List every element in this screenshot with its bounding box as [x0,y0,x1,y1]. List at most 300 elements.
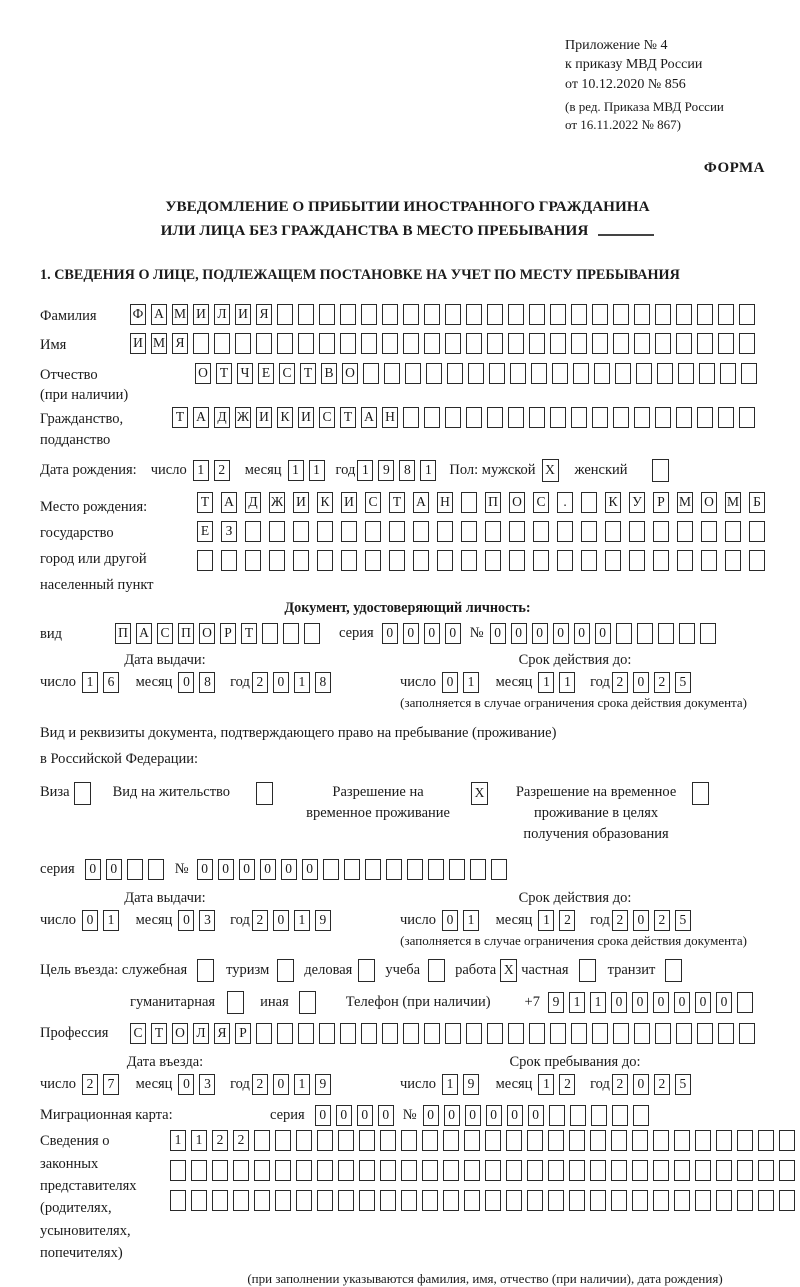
char-cell[interactable] [701,521,717,542]
char-cell[interactable] [657,363,673,384]
char-cell[interactable] [605,550,621,571]
char-cell[interactable] [590,1130,606,1151]
char-cell[interactable]: 2 [214,460,230,481]
char-cell[interactable]: А [221,492,237,513]
char-cell[interactable] [637,623,653,644]
char-cell[interactable] [443,1160,459,1181]
char-cell[interactable] [633,1105,649,1126]
char-cell[interactable]: У [629,492,645,513]
char-cell[interactable]: 2 [82,1074,98,1095]
char-cell[interactable]: 1 [294,1074,310,1095]
char-cell[interactable] [695,1190,711,1211]
char-cell[interactable] [296,1130,312,1151]
char-cell[interactable] [548,1160,564,1181]
char-cell[interactable] [592,304,608,325]
char-cell[interactable] [634,407,650,428]
char-cell[interactable] [401,1190,417,1211]
char-cell[interactable]: Ф [130,304,146,325]
char-cell[interactable] [758,1130,774,1151]
sex-male-checkbox[interactable]: X [542,459,559,482]
char-cell[interactable] [508,333,524,354]
char-cell[interactable] [254,1160,270,1181]
char-cell[interactable]: М [172,304,188,325]
char-cell[interactable] [573,363,589,384]
char-cell[interactable] [359,1190,375,1211]
char-cell[interactable] [340,333,356,354]
char-cell[interactable] [485,550,501,571]
char-cell[interactable] [298,304,314,325]
char-cell[interactable] [718,304,734,325]
char-cell[interactable] [569,1130,585,1151]
char-cell[interactable] [591,1105,607,1126]
char-cell[interactable] [293,550,309,571]
char-cell[interactable] [445,333,461,354]
char-cell[interactable] [170,1160,186,1181]
char-cell[interactable]: О [195,363,211,384]
char-cell[interactable] [779,1160,795,1181]
char-cell[interactable] [148,859,164,880]
char-cell[interactable] [424,1023,440,1044]
char-cell[interactable] [424,333,440,354]
char-cell[interactable] [296,1190,312,1211]
char-cell[interactable]: 0 [178,1074,194,1095]
char-cell[interactable] [317,1190,333,1211]
char-cell[interactable]: 0 [653,992,669,1013]
char-cell[interactable] [277,333,293,354]
char-cell[interactable] [629,521,645,542]
char-cell[interactable] [413,550,429,571]
char-cell[interactable]: 1 [559,672,575,693]
char-cell[interactable]: 0 [302,859,318,880]
char-cell[interactable] [700,623,716,644]
char-cell[interactable] [611,1190,627,1211]
char-cell[interactable]: К [317,492,333,513]
char-cell[interactable] [653,521,669,542]
char-cell[interactable]: 1 [294,910,310,931]
char-cell[interactable]: Е [258,363,274,384]
char-cell[interactable] [405,363,421,384]
char-cell[interactable]: 0 [716,992,732,1013]
char-cell[interactable]: 0 [357,1105,373,1126]
char-cell[interactable]: 2 [612,1074,628,1095]
char-cell[interactable]: 0 [445,623,461,644]
char-cell[interactable] [361,1023,377,1044]
char-cell[interactable]: 2 [252,910,268,931]
char-cell[interactable] [527,1130,543,1151]
char-cell[interactable] [382,1023,398,1044]
char-cell[interactable]: 0 [611,992,627,1013]
char-cell[interactable]: 0 [239,859,255,880]
char-cell[interactable] [506,1160,522,1181]
char-cell[interactable]: О [172,1023,188,1044]
char-cell[interactable]: А [413,492,429,513]
char-cell[interactable] [674,1130,690,1151]
char-cell[interactable] [277,304,293,325]
char-cell[interactable] [550,304,566,325]
char-cell[interactable]: 8 [399,460,415,481]
char-cell[interactable]: 0 [695,992,711,1013]
char-cell[interactable] [581,521,597,542]
purpose-work-checkbox[interactable]: X [500,959,517,982]
char-cell[interactable]: Т [216,363,232,384]
char-cell[interactable]: 0 [378,1105,394,1126]
char-cell[interactable]: А [361,407,377,428]
char-cell[interactable]: 0 [273,1074,289,1095]
char-cell[interactable] [676,407,692,428]
char-cell[interactable] [403,1023,419,1044]
char-cell[interactable] [581,550,597,571]
char-cell[interactable]: 2 [252,1074,268,1095]
char-cell[interactable]: 0 [465,1105,481,1126]
char-cell[interactable]: Я [214,1023,230,1044]
char-cell[interactable] [341,521,357,542]
char-cell[interactable] [422,1190,438,1211]
char-cell[interactable] [422,1160,438,1181]
char-cell[interactable] [632,1160,648,1181]
char-cell[interactable] [592,407,608,428]
char-cell[interactable]: 1 [103,910,119,931]
char-cell[interactable] [634,304,650,325]
char-cell[interactable] [235,333,251,354]
char-cell[interactable] [191,1190,207,1211]
char-cell[interactable] [361,304,377,325]
char-cell[interactable] [658,623,674,644]
char-cell[interactable]: 8 [315,672,331,693]
char-cell[interactable]: 5 [675,910,691,931]
char-cell[interactable] [629,550,645,571]
char-cell[interactable]: Р [653,492,669,513]
char-cell[interactable] [571,407,587,428]
residence-permit-checkbox[interactable] [256,782,273,805]
char-cell[interactable] [464,1160,480,1181]
char-cell[interactable] [605,521,621,542]
char-cell[interactable]: 0 [106,859,122,880]
char-cell[interactable]: 1 [420,460,436,481]
char-cell[interactable]: 1 [590,992,606,1013]
char-cell[interactable] [613,333,629,354]
char-cell[interactable] [380,1160,396,1181]
char-cell[interactable] [283,623,299,644]
char-cell[interactable] [533,550,549,571]
char-cell[interactable] [677,550,693,571]
char-cell[interactable] [749,521,765,542]
char-cell[interactable]: М [151,333,167,354]
char-cell[interactable]: И [298,407,314,428]
char-cell[interactable] [612,1105,628,1126]
char-cell[interactable]: Т [241,623,257,644]
char-cell[interactable]: И [235,304,251,325]
char-cell[interactable]: Ч [237,363,253,384]
char-cell[interactable] [487,304,503,325]
purpose-tourism-checkbox[interactable] [277,959,294,982]
char-cell[interactable] [550,333,566,354]
char-cell[interactable] [262,623,278,644]
char-cell[interactable] [437,521,453,542]
char-cell[interactable] [422,1130,438,1151]
char-cell[interactable]: Т [389,492,405,513]
char-cell[interactable]: 0 [82,910,98,931]
char-cell[interactable]: 0 [486,1105,502,1126]
char-cell[interactable]: И [256,407,272,428]
char-cell[interactable] [549,1105,565,1126]
char-cell[interactable] [508,407,524,428]
char-cell[interactable]: 1 [442,1074,458,1095]
char-cell[interactable] [655,1023,671,1044]
char-cell[interactable]: 1 [538,672,554,693]
char-cell[interactable]: Я [256,304,272,325]
char-cell[interactable] [677,521,693,542]
char-cell[interactable] [485,1190,501,1211]
char-cell[interactable] [487,333,503,354]
char-cell[interactable] [613,1023,629,1044]
char-cell[interactable] [319,304,335,325]
char-cell[interactable] [489,363,505,384]
char-cell[interactable] [445,1023,461,1044]
char-cell[interactable] [527,1190,543,1211]
char-cell[interactable] [531,363,547,384]
char-cell[interactable] [741,363,757,384]
char-cell[interactable]: 1 [569,992,585,1013]
char-cell[interactable]: З [221,521,237,542]
char-cell[interactable] [401,1160,417,1181]
char-cell[interactable] [678,363,694,384]
char-cell[interactable] [296,1160,312,1181]
char-cell[interactable] [340,304,356,325]
char-cell[interactable] [758,1190,774,1211]
char-cell[interactable]: К [277,407,293,428]
char-cell[interactable]: А [193,407,209,428]
char-cell[interactable] [679,623,695,644]
char-cell[interactable] [269,550,285,571]
char-cell[interactable] [527,1160,543,1181]
char-cell[interactable] [509,550,525,571]
char-cell[interactable]: К [605,492,621,513]
char-cell[interactable]: 7 [103,1074,119,1095]
char-cell[interactable] [590,1190,606,1211]
char-cell[interactable] [298,1023,314,1044]
char-cell[interactable] [365,859,381,880]
char-cell[interactable] [127,859,143,880]
char-cell[interactable] [193,333,209,354]
char-cell[interactable] [317,1130,333,1151]
char-cell[interactable]: 2 [233,1130,249,1151]
char-cell[interactable]: П [178,623,194,644]
char-cell[interactable]: 0 [273,672,289,693]
char-cell[interactable]: Д [245,492,261,513]
char-cell[interactable]: 2 [559,910,575,931]
char-cell[interactable]: 2 [612,672,628,693]
char-cell[interactable] [212,1190,228,1211]
char-cell[interactable]: 9 [315,910,331,931]
char-cell[interactable] [655,407,671,428]
char-cell[interactable] [697,1023,713,1044]
char-cell[interactable]: П [485,492,501,513]
char-cell[interactable] [214,333,230,354]
char-cell[interactable] [509,521,525,542]
char-cell[interactable]: Т [172,407,188,428]
char-cell[interactable] [634,1023,650,1044]
char-cell[interactable]: Н [382,407,398,428]
char-cell[interactable]: 1 [538,1074,554,1095]
char-cell[interactable] [739,333,755,354]
char-cell[interactable] [445,304,461,325]
char-cell[interactable] [655,333,671,354]
char-cell[interactable]: 0 [595,623,611,644]
visa-checkbox[interactable] [74,782,91,805]
char-cell[interactable]: И [341,492,357,513]
char-cell[interactable] [487,1023,503,1044]
char-cell[interactable] [340,1023,356,1044]
char-cell[interactable]: 5 [675,1074,691,1095]
char-cell[interactable] [319,1023,335,1044]
char-cell[interactable] [695,1130,711,1151]
sex-female-checkbox[interactable] [652,459,669,482]
char-cell[interactable] [443,1190,459,1211]
char-cell[interactable] [725,521,741,542]
char-cell[interactable] [758,1160,774,1181]
char-cell[interactable] [447,363,463,384]
char-cell[interactable] [739,304,755,325]
char-cell[interactable] [197,550,213,571]
char-cell[interactable] [749,550,765,571]
char-cell[interactable]: 1 [538,910,554,931]
char-cell[interactable] [779,1190,795,1211]
char-cell[interactable]: 1 [170,1130,186,1151]
char-cell[interactable] [571,1023,587,1044]
char-cell[interactable]: Д [214,407,230,428]
char-cell[interactable] [533,521,549,542]
char-cell[interactable] [737,1130,753,1151]
char-cell[interactable]: О [342,363,358,384]
char-cell[interactable]: 0 [424,623,440,644]
char-cell[interactable] [653,1190,669,1211]
char-cell[interactable] [277,1023,293,1044]
char-cell[interactable]: С [157,623,173,644]
char-cell[interactable] [403,304,419,325]
char-cell[interactable] [466,333,482,354]
char-cell[interactable] [389,550,405,571]
char-cell[interactable]: Л [214,304,230,325]
char-cell[interactable] [571,333,587,354]
char-cell[interactable] [317,550,333,571]
char-cell[interactable] [720,363,736,384]
char-cell[interactable] [653,550,669,571]
char-cell[interactable]: 0 [633,910,649,931]
char-cell[interactable]: 2 [654,1074,670,1095]
char-cell[interactable]: 1 [309,460,325,481]
char-cell[interactable] [485,1160,501,1181]
char-cell[interactable] [697,333,713,354]
char-cell[interactable]: Ж [235,407,251,428]
char-cell[interactable]: 0 [633,1074,649,1095]
char-cell[interactable]: 0 [85,859,101,880]
char-cell[interactable]: 0 [403,623,419,644]
char-cell[interactable]: 0 [444,1105,460,1126]
char-cell[interactable]: 2 [612,910,628,931]
char-cell[interactable] [674,1160,690,1181]
char-cell[interactable] [570,1105,586,1126]
char-cell[interactable] [424,304,440,325]
char-cell[interactable]: 8 [199,672,215,693]
char-cell[interactable] [697,407,713,428]
char-cell[interactable] [653,1130,669,1151]
char-cell[interactable]: 6 [103,672,119,693]
char-cell[interactable] [716,1190,732,1211]
purpose-transit-checkbox[interactable] [665,959,682,982]
char-cell[interactable] [592,333,608,354]
char-cell[interactable]: И [293,492,309,513]
char-cell[interactable] [655,304,671,325]
char-cell[interactable]: 1 [82,672,98,693]
char-cell[interactable] [695,1160,711,1181]
char-cell[interactable]: Т [151,1023,167,1044]
char-cell[interactable]: 0 [315,1105,331,1126]
char-cell[interactable] [449,859,465,880]
char-cell[interactable]: 9 [378,460,394,481]
purpose-business-checkbox[interactable] [358,959,375,982]
char-cell[interactable]: 2 [212,1130,228,1151]
char-cell[interactable] [571,304,587,325]
char-cell[interactable]: Т [197,492,213,513]
char-cell[interactable]: 1 [193,460,209,481]
char-cell[interactable]: С [319,407,335,428]
char-cell[interactable]: 0 [442,910,458,931]
char-cell[interactable]: 1 [294,672,310,693]
char-cell[interactable]: 1 [463,910,479,931]
char-cell[interactable] [365,550,381,571]
char-cell[interactable] [426,363,442,384]
char-cell[interactable] [529,333,545,354]
char-cell[interactable] [615,363,631,384]
purpose-study-checkbox[interactable] [428,959,445,982]
char-cell[interactable]: 5 [675,672,691,693]
char-cell[interactable] [676,333,692,354]
char-cell[interactable] [725,550,741,571]
char-cell[interactable]: Л [193,1023,209,1044]
char-cell[interactable] [382,304,398,325]
char-cell[interactable]: 0 [178,910,194,931]
char-cell[interactable] [613,304,629,325]
char-cell[interactable] [293,521,309,542]
char-cell[interactable]: 0 [281,859,297,880]
char-cell[interactable] [380,1190,396,1211]
char-cell[interactable] [389,521,405,542]
char-cell[interactable] [461,550,477,571]
char-cell[interactable]: Ж [269,492,285,513]
char-cell[interactable]: А [151,304,167,325]
char-cell[interactable] [359,1130,375,1151]
char-cell[interactable]: 0 [218,859,234,880]
char-cell[interactable] [550,407,566,428]
char-cell[interactable] [468,363,484,384]
char-cell[interactable] [548,1190,564,1211]
char-cell[interactable] [508,304,524,325]
char-cell[interactable]: С [533,492,549,513]
char-cell[interactable] [737,992,753,1013]
char-cell[interactable] [718,333,734,354]
char-cell[interactable] [317,1160,333,1181]
char-cell[interactable]: О [701,492,717,513]
char-cell[interactable]: 0 [553,623,569,644]
char-cell[interactable] [510,363,526,384]
char-cell[interactable] [632,1190,648,1211]
char-cell[interactable] [363,363,379,384]
char-cell[interactable] [590,1160,606,1181]
char-cell[interactable] [529,304,545,325]
char-cell[interactable] [557,550,573,571]
char-cell[interactable] [508,1023,524,1044]
char-cell[interactable]: О [509,492,525,513]
